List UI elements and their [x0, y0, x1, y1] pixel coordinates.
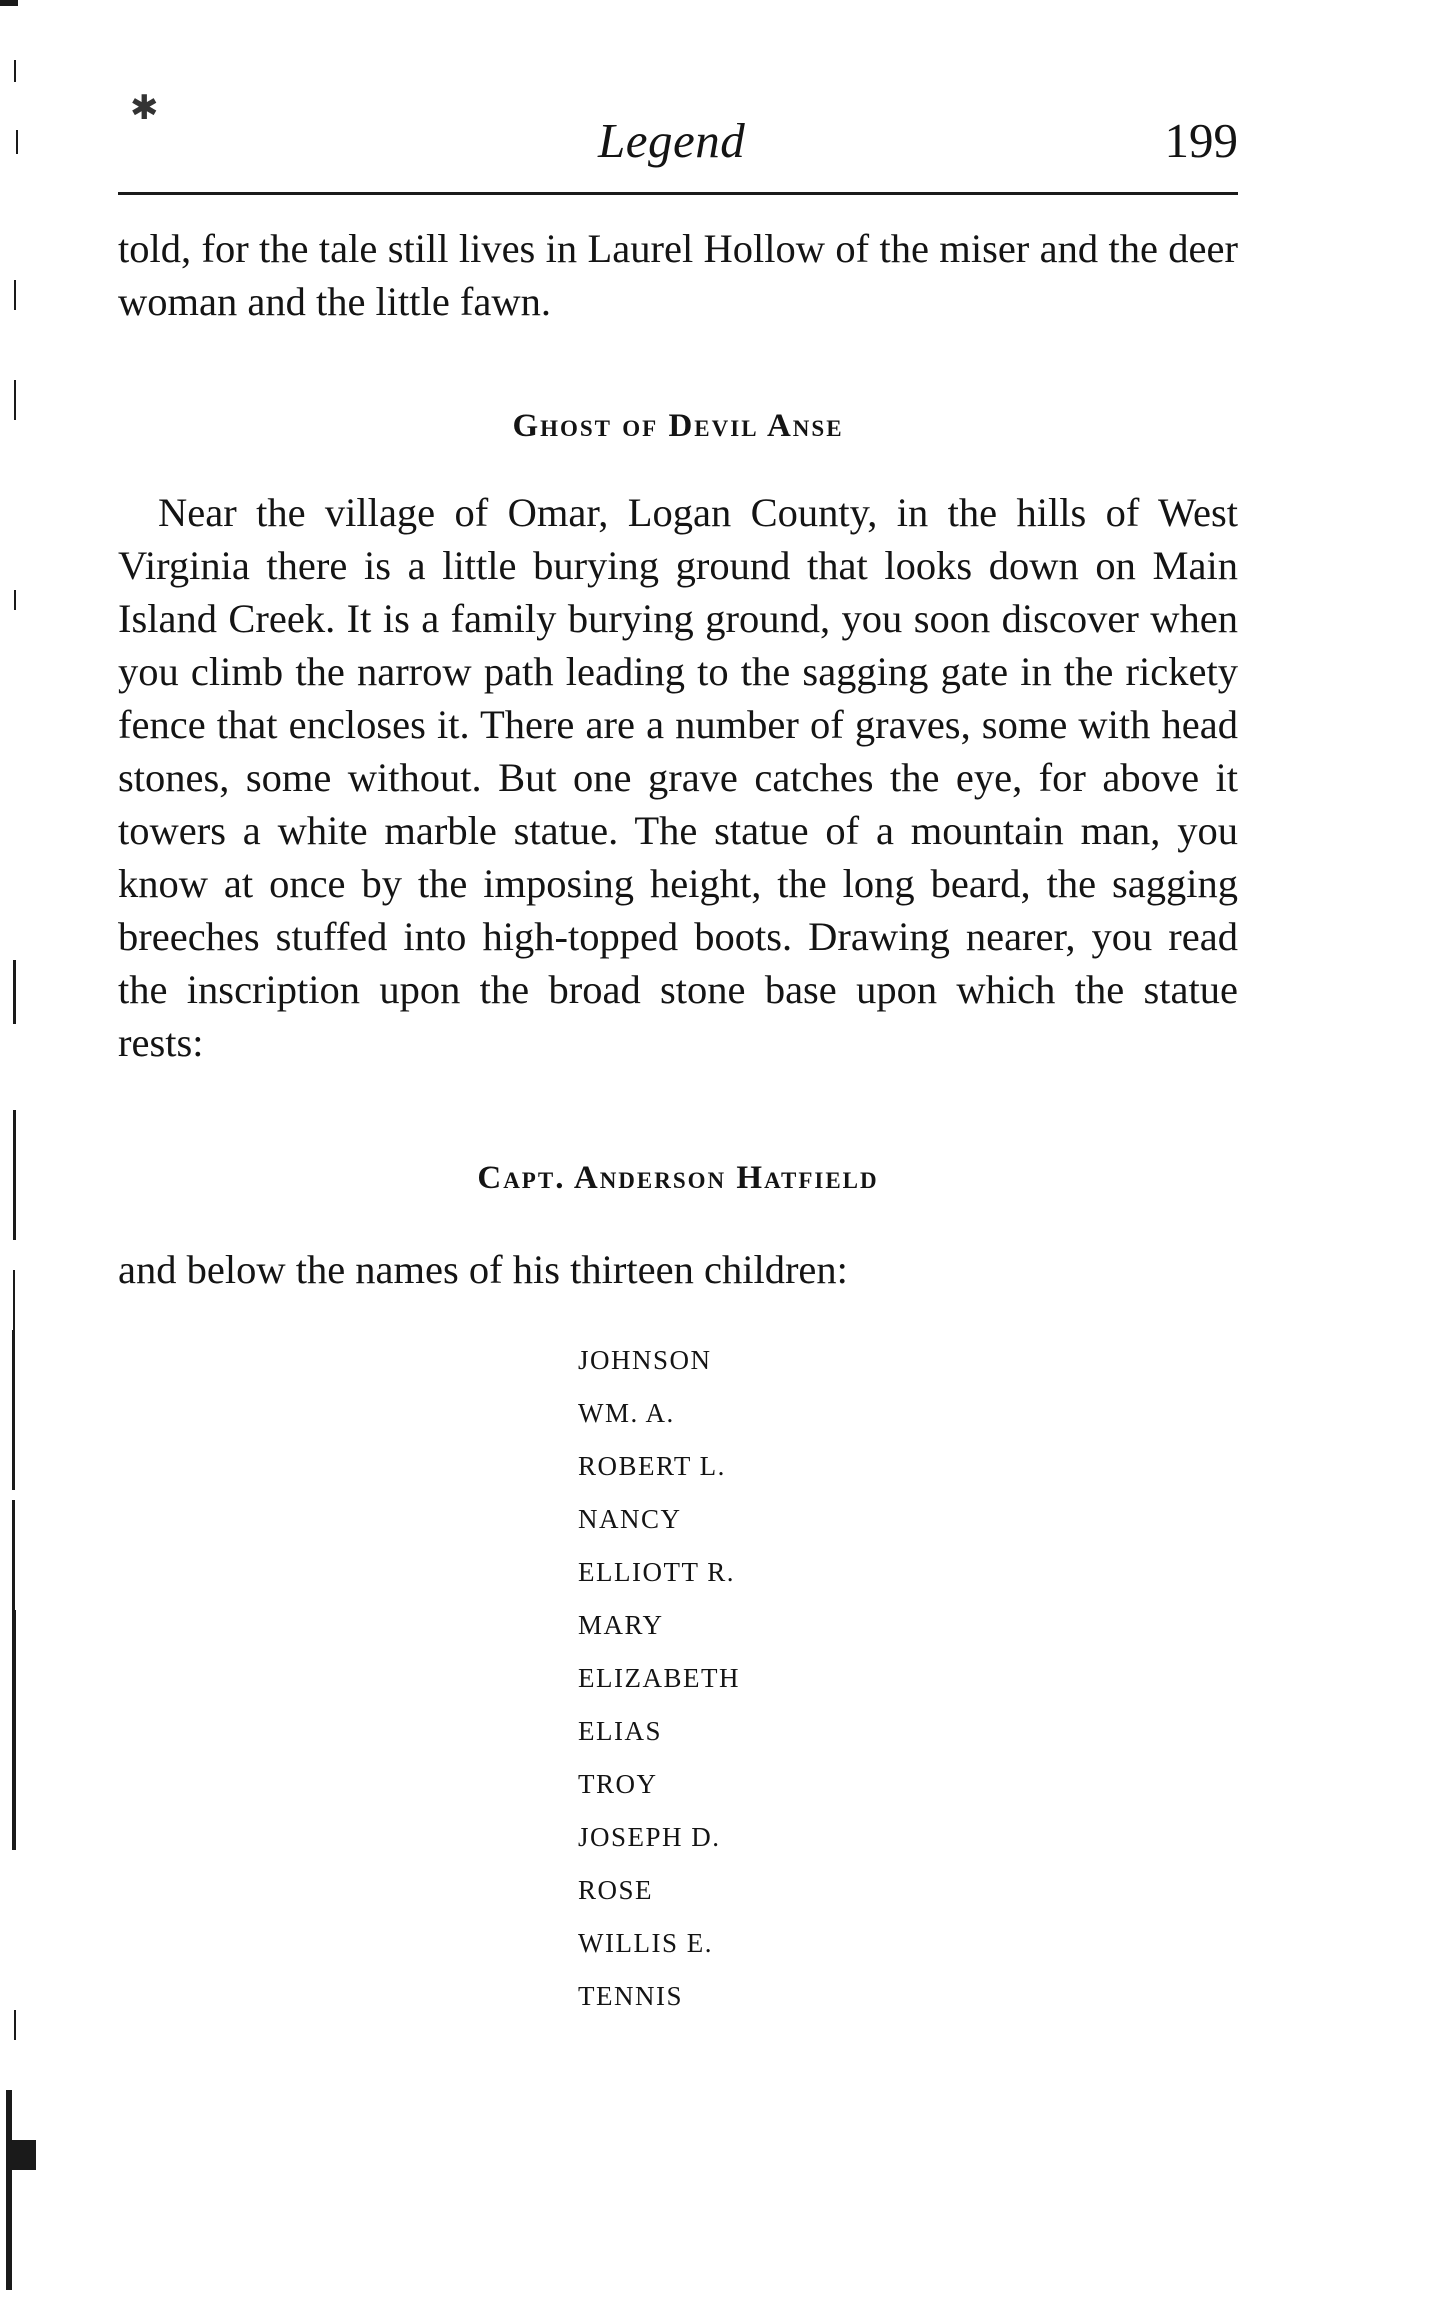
list-item: ELIZABETH	[578, 1663, 740, 1693]
scan-edge-mark	[0, 0, 18, 6]
list-item: JOHNSON	[578, 1345, 712, 1375]
scan-edge-mark	[14, 60, 16, 82]
opening-paragraph: told, for the tale still lives in Laurel Hollow of the miser and the deer woman and the little fawn.	[118, 226, 1238, 324]
scan-edge-mark	[12, 1610, 16, 1850]
header-rule	[118, 192, 1238, 195]
list-item: JOSEPH D.	[578, 1822, 721, 1852]
children-intro: and below the names of his thirteen children:	[118, 1247, 848, 1292]
running-head: Legend	[598, 113, 746, 168]
list-item: ELIAS	[578, 1716, 662, 1746]
page-header	[118, 112, 1238, 182]
scan-edge-mark	[13, 1270, 15, 1330]
scan-edge-mark	[13, 960, 16, 1024]
scan-edge-mark	[12, 1330, 15, 1490]
page-number: 199	[1164, 113, 1238, 168]
scan-edge-mark	[6, 2140, 36, 2170]
scan-edge-mark	[14, 2010, 16, 2040]
scan-edge-mark	[14, 280, 16, 310]
list-item: NANCY	[578, 1504, 682, 1534]
scan-edge-mark	[14, 590, 16, 610]
section-title: Ghost of Devil Anse	[512, 408, 844, 444]
statue-inscription: Capt. Anderson Hatfield	[477, 1160, 879, 1196]
list-item: MARY	[578, 1610, 664, 1640]
scan-edge-mark	[14, 380, 16, 420]
scan-edge-mark	[6, 2090, 12, 2290]
list-item: TROY	[578, 1769, 658, 1799]
list-item: ROSE	[578, 1875, 654, 1905]
section-paragraph: Near the village of Omar, Logan County, in the hills of West Virginia there is a little burying ground that looks down on Main Island Creek. It is a family burying ground, you soon discover when you climb the narrow path leading to the sagging gate in the rickety fence that encloses it. There are a number of graves, some with head stones, some without. But one grave catches the eye, for above it towers a white marble statue. The statue of a mountain man, you know at once by the imposing height, the long beard, the sagging breeches stuffed into high-topped boots. Drawing nearer, you read the inscription upon the broad stone base upon which the statue rests:	[118, 490, 1238, 1065]
list-item: ELLIOTT R.	[578, 1557, 735, 1587]
scan-edge-mark	[16, 130, 18, 154]
list-item: WILLIS E.	[578, 1928, 713, 1958]
scan-edge-mark	[13, 1110, 16, 1240]
list-item: ROBERT L.	[578, 1451, 726, 1481]
list-item: TENNIS	[578, 1981, 683, 2011]
ink-smudge-icon: ✱	[130, 90, 159, 127]
children-list	[578, 1334, 740, 2023]
list-item: WM. A.	[578, 1398, 675, 1428]
